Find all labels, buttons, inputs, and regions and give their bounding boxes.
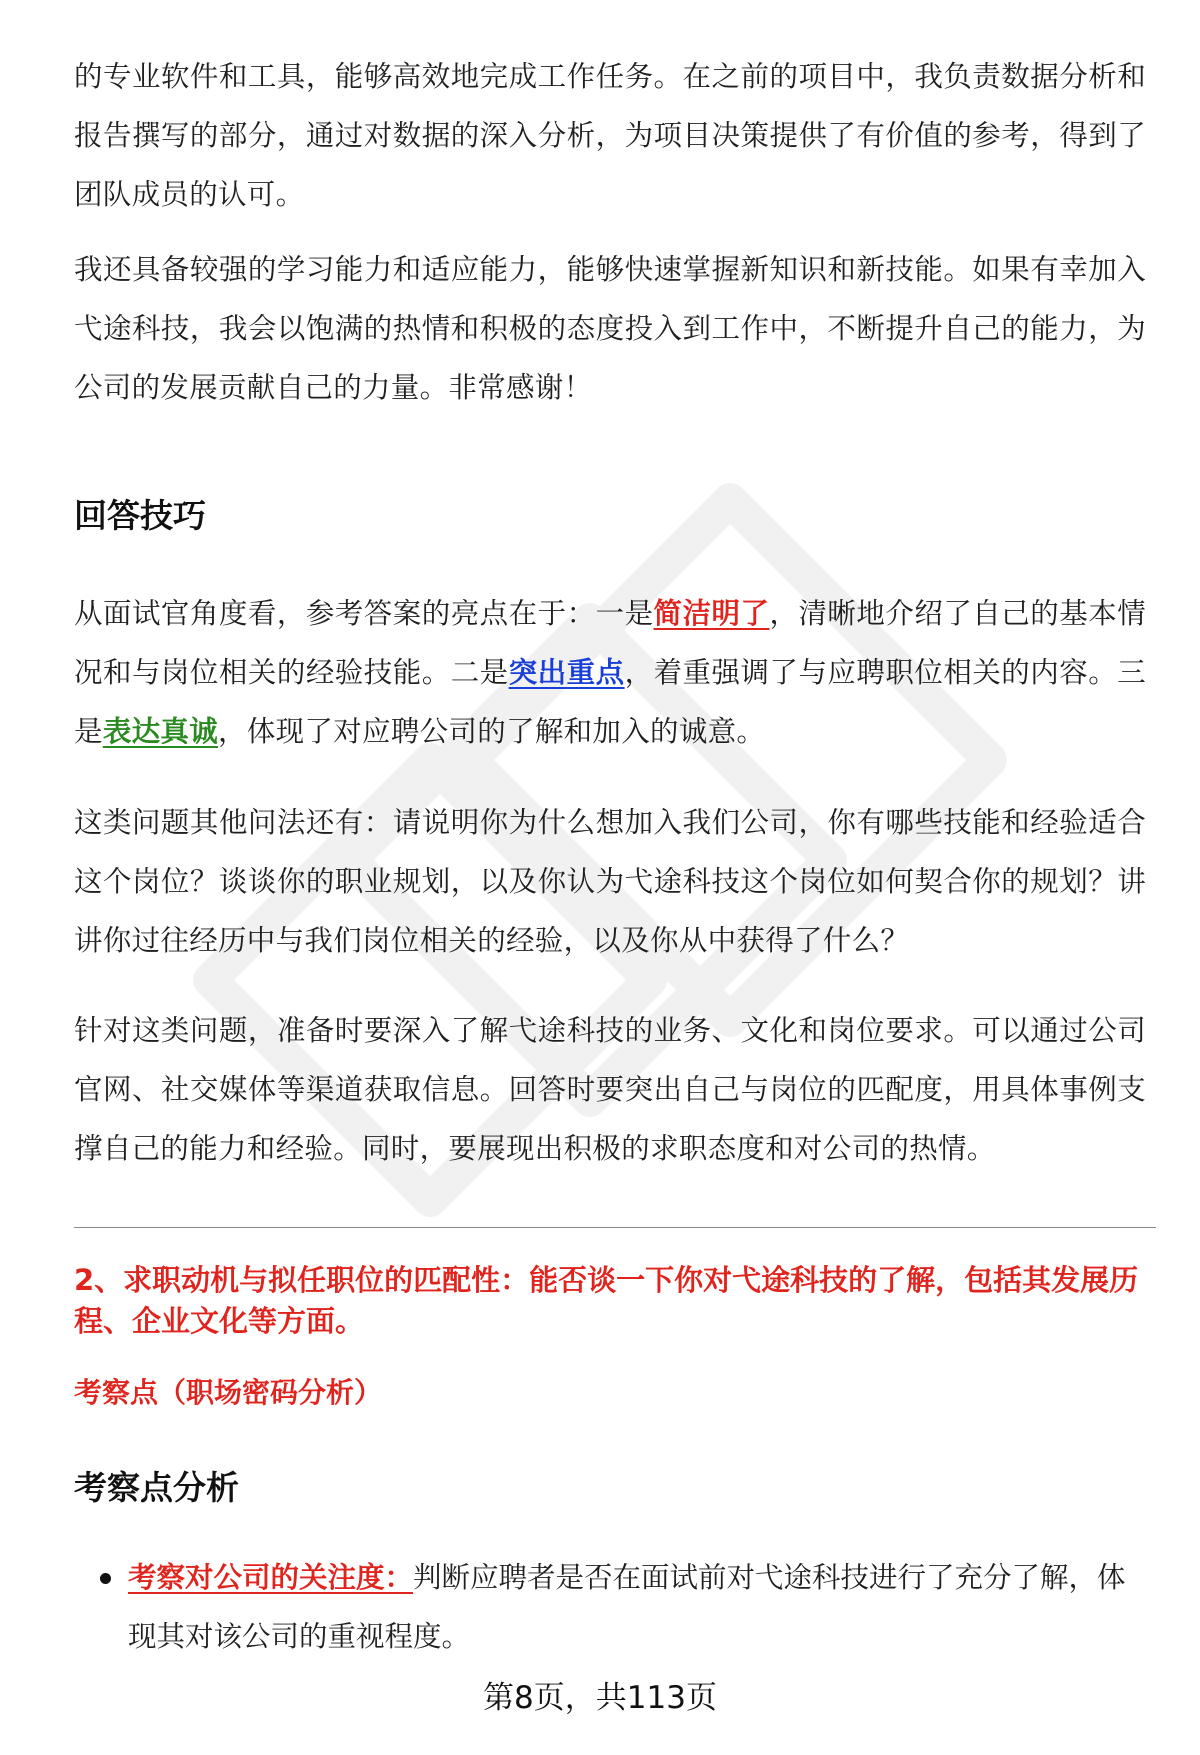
tips-text-4: ，体现了对应聘公司的了解和加入的诚意。 bbox=[218, 715, 766, 748]
intro-paragraph-1: 的专业软件和工具，能够高效地完成工作任务。在之前的项目中，我负责数据分析和报告撰写的部分，通过对数据的深入分析，为项目决策提供了有价值的参考，得到了团队成员的认可。 bbox=[74, 60, 1146, 211]
tips-heading: 回答技巧 bbox=[74, 496, 206, 535]
tips-paragraph-1 bbox=[74, 584, 1146, 761]
bullet-icon bbox=[100, 1573, 111, 1584]
list-item bbox=[74, 1548, 1154, 1666]
tips-paragraph-2: 这类问题其他问法还有：请说明你为什么想加入我们公司，你有哪些技能和经验适合这个岗位？谈谈你的职业规划，以及你认为弋途科技这个岗位如何契合你的规划？讲讲你过往经历中与我们岗位相关的经验，以及你从中获得了什么？ bbox=[74, 806, 1146, 957]
highlight-focus: 突出重点 bbox=[508, 656, 625, 689]
analysis-item-text: 判断应聘者是否在面试前对弋途科技进行了充分了解，体现其对该公司的重视程度。 bbox=[128, 1561, 1126, 1653]
highlight-sincere: 表达真诚 bbox=[102, 715, 219, 748]
tips-text-1: 从面试官角度看，参考答案的亮点在于：一是 bbox=[74, 597, 654, 630]
analysis-heading: 考察点分析 bbox=[74, 1468, 239, 1507]
analysis-item-label: 考察对公司的关注度： bbox=[128, 1561, 414, 1594]
tips-paragraph-3: 针对这类问题，准备时要深入了解弋途科技的业务、文化和岗位要求。可以通过公司官网、社交媒体等渠道获取信息。回答时要突出自己与岗位的匹配度，用具体事例支撑自己的能力和经验。同时，要展现出积极的求职态度和对公司的热情。 bbox=[74, 1014, 1146, 1165]
intro-paragraph-2: 我还具备较强的学习能力和适应能力，能够快速掌握新知识和新技能。如果有幸加入弋途科技，我会以饱满的热情和积极的态度投入到工作中，不断提升自己的能力，为公司的发展贡献自己的力量。非常感谢！ bbox=[74, 253, 1146, 404]
analysis-list bbox=[74, 1548, 1154, 1666]
tips-text-3: ，着重强调了与应聘职位相关的内容。三是 bbox=[74, 656, 1147, 748]
page-number: 第8页，共113页 bbox=[483, 1680, 717, 1716]
tips-text-2: ，清晰地介绍了自己的基本情况和与岗位相关的经验技能。二是 bbox=[74, 597, 1146, 689]
question-title: 2、求职动机与拟任职位的匹配性：能否谈一下你对弋途科技的了解，包括其发展历程、企业文化等方面。 bbox=[74, 1263, 1139, 1338]
section-divider bbox=[74, 1227, 1156, 1228]
question-subtitle: 考察点（职场密码分析） bbox=[74, 1376, 383, 1409]
highlight-concise: 简洁明了 bbox=[653, 597, 770, 630]
